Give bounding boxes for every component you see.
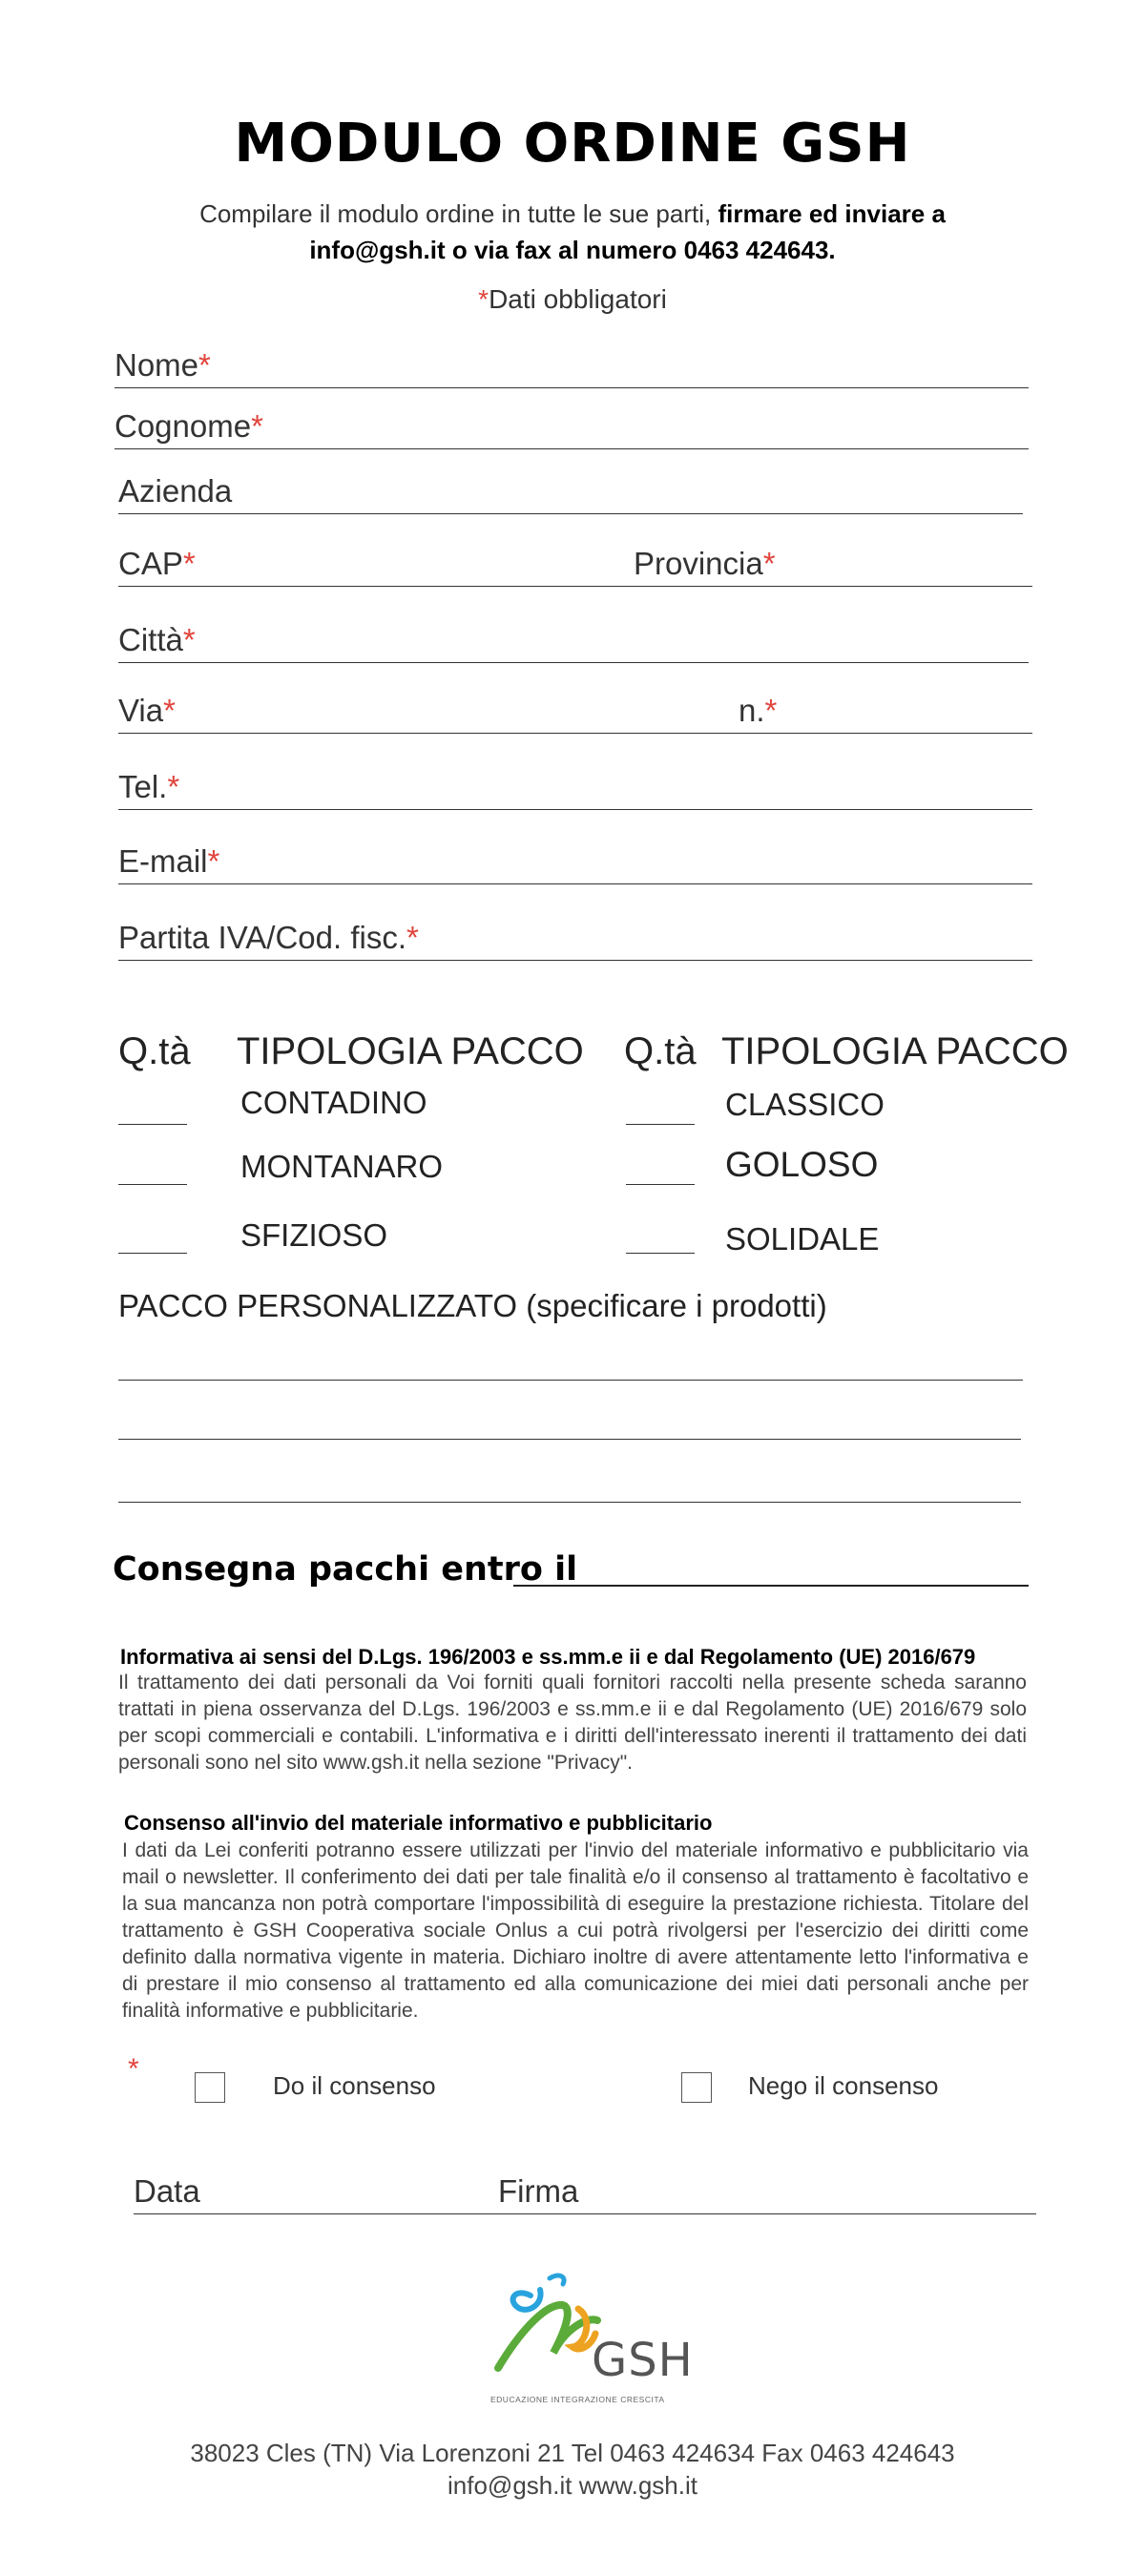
consent-text: I dati da Lei conferiti potranno essere utilizzati per l'invio del materiale informativo e pubblicitario via mail o newsletter. Il conferimento dei dati per tale finalità e/o il consenso al trattamento è facoltativo e la sua mancanza non potrà comportare l'impossibilità di eseguire la prestazione richiesta. Titolare del trattamento è GSH Cooperativa sociale Onlus a cui potrà rivolgersi per l'esercizio dei diritti come definito dalla normativa vigente in materia. Dichiaro inoltre di avere attentamente letto l'informativa e di prestare il mio consenso al trattamento ed alla comunicazione dei miei dati personali anche per finalità informative e pubblicitarie. bbox=[122, 1839, 1029, 2022]
gsh-logo-tagline: EDUCAZIONE INTEGRAZIONE CRESCITA bbox=[490, 2395, 665, 2404]
email-required-star: * bbox=[207, 843, 220, 879]
consent-title: Consenso all'invio del materiale informativo e pubblicitario bbox=[124, 1811, 713, 1835]
via-field[interactable] bbox=[118, 691, 739, 734]
qty-input-montanaro[interactable] bbox=[118, 1183, 187, 1185]
cognome-label: Cognome bbox=[114, 408, 252, 444]
required-note bbox=[0, 284, 1145, 315]
footer-contacts: info@gsh.it www.gsh.it bbox=[448, 2471, 697, 2500]
signature-label: Firma bbox=[498, 2173, 579, 2209]
nome-required-star: * bbox=[198, 347, 211, 383]
delivery-date-line bbox=[513, 1585, 1029, 1587]
deny-consent-label: Nego il consenso bbox=[748, 2071, 939, 2100]
cap-field[interactable] bbox=[118, 544, 634, 587]
numero-field[interactable] bbox=[739, 691, 1032, 734]
package-contadino: CONTADINO bbox=[240, 1085, 427, 1120]
footer-address: 38023 Cles (TN) Via Lorenzoni 21 Tel 0463 424634 Fax 0463 424643 bbox=[190, 2439, 955, 2467]
type-header-left: TIPOLOGIA PACCO bbox=[237, 1030, 584, 1072]
partita-iva-field[interactable] bbox=[118, 918, 1032, 961]
date-label: Data bbox=[134, 2173, 200, 2209]
cap-required-star: * bbox=[182, 546, 196, 581]
citta-required-star: * bbox=[182, 622, 196, 657]
cognome-required-star: * bbox=[251, 408, 263, 444]
nome-label: Nome bbox=[114, 347, 199, 383]
tel-field[interactable] bbox=[118, 767, 1032, 810]
package-classico: CLASSICO bbox=[725, 1087, 885, 1122]
intro-text bbox=[153, 196, 992, 268]
package-solidale: SOLIDALE bbox=[725, 1221, 880, 1257]
page-title: MODULO ORDINE GSH bbox=[234, 113, 911, 175]
gsh-logo-name: GSH bbox=[592, 2334, 694, 2387]
intro-plain: Compilare il modulo ordine in tutte le sue parti, bbox=[199, 199, 718, 228]
tel-label: Tel. bbox=[118, 769, 168, 804]
provincia-label: Provincia bbox=[634, 546, 763, 581]
qty-input-sfizioso[interactable] bbox=[118, 1252, 187, 1254]
package-montanaro: MONTANARO bbox=[240, 1149, 444, 1184]
partita-iva-label: Partita IVA/Cod. fisc. bbox=[118, 920, 406, 955]
citta-label: Città bbox=[118, 622, 183, 657]
type-header-right: TIPOLOGIA PACCO bbox=[721, 1030, 1069, 1072]
deny-consent-checkbox[interactable] bbox=[681, 2072, 712, 2103]
qty-header-left: Q.tà bbox=[118, 1030, 191, 1072]
delivery-date-field[interactable] bbox=[113, 1541, 1029, 1594]
numero-label: n. bbox=[739, 693, 765, 728]
signature-field[interactable] bbox=[489, 2171, 1036, 2214]
email-label: E-mail bbox=[118, 843, 208, 879]
via-label: Via bbox=[118, 693, 164, 728]
qty-header-right: Q.tà bbox=[624, 1030, 697, 1072]
cognome-field[interactable] bbox=[114, 406, 1029, 449]
custom-package-label: PACCO PERSONALIZZATO (specificare i prodotti) bbox=[118, 1288, 827, 1323]
package-goloso: GOLOSO bbox=[725, 1145, 879, 1184]
custom-package-line-3[interactable] bbox=[118, 1502, 1021, 1503]
intro-bold-1: firmare ed inviare a bbox=[718, 199, 946, 228]
nome-field[interactable] bbox=[114, 345, 1029, 388]
privacy-text: Il trattamento dei dati personali da Voi forniti quali fornitori raccolti nella presente scheda saranno trattati in piena osservanza del D.Lgs. 196/2003 e ss.mm.e ii e dal Regolamento (UE) 2016/679 solo per scopi commerciali e contabili. L'informativa e i diritti dell'interessato inerenti il trattamento dei dati personali sono nel sito www.gsh.it nella sezione "Privacy". bbox=[118, 1672, 1027, 1774]
cap-label: CAP bbox=[118, 546, 183, 581]
required-star: * bbox=[478, 284, 489, 314]
give-consent-label: Do il consenso bbox=[273, 2071, 436, 2100]
azienda-label: Azienda bbox=[118, 473, 233, 509]
citta-field[interactable] bbox=[118, 620, 1029, 663]
custom-package-line-1[interactable] bbox=[118, 1380, 1023, 1381]
qty-input-classico[interactable] bbox=[626, 1123, 695, 1125]
required-text: Dati obbligatori bbox=[489, 284, 667, 314]
custom-package-line-2[interactable] bbox=[118, 1439, 1021, 1440]
provincia-field[interactable] bbox=[634, 544, 1032, 587]
tel-required-star: * bbox=[167, 769, 180, 804]
consent-required-star: * bbox=[128, 2053, 139, 2085]
partita-iva-required-star: * bbox=[406, 920, 419, 955]
email-field[interactable] bbox=[118, 841, 1032, 884]
package-sfizioso: SFIZIOSO bbox=[240, 1217, 388, 1253]
gsh-logo bbox=[473, 2261, 702, 2414]
delivery-label: Consegna pacchi entro il bbox=[113, 1550, 578, 1589]
date-field[interactable] bbox=[134, 2171, 489, 2214]
give-consent-checkbox[interactable] bbox=[195, 2072, 225, 2103]
provincia-required-star: * bbox=[762, 546, 776, 581]
via-required-star: * bbox=[163, 693, 176, 728]
privacy-title: Informativa ai sensi del D.Lgs. 196/2003 e ss.mm.e ii e dal Regolamento (UE) 2016/679 bbox=[120, 1645, 976, 1669]
qty-input-goloso[interactable] bbox=[626, 1183, 695, 1185]
intro-bold-2: info@gsh.it o via fax al numero 0463 424643. bbox=[309, 236, 836, 264]
qty-input-solidale[interactable] bbox=[626, 1252, 695, 1254]
qty-input-contadino[interactable] bbox=[118, 1123, 187, 1125]
azienda-field[interactable] bbox=[118, 471, 1023, 514]
numero-required-star: * bbox=[764, 693, 778, 728]
